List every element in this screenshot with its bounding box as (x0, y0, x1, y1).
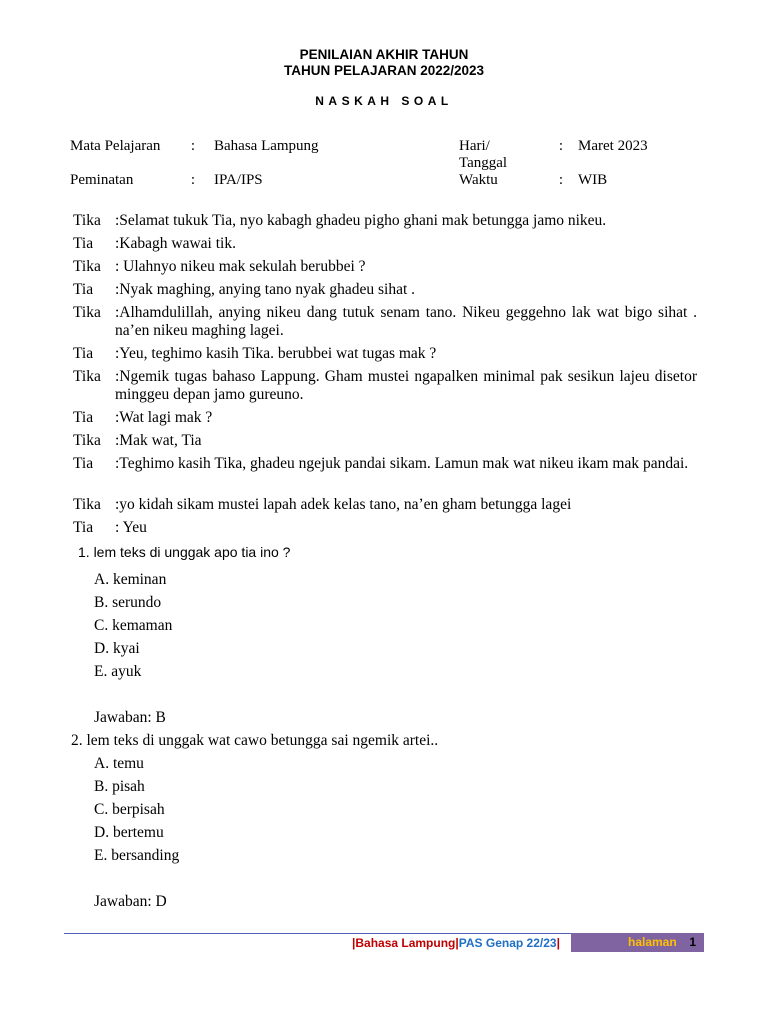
dialog-text: :Nyak maghing, anying tano nyak ghadeu sihat . (115, 281, 416, 298)
dialog-text: :Kabagh wawai tik. (115, 235, 236, 252)
dialog-text: : Ulahnyo nikeu mak sekulah berubbei ? (115, 258, 366, 275)
dialog-line (73, 455, 697, 491)
footer-divider: | (455, 935, 459, 950)
hari-label: Hari/ (459, 138, 490, 154)
dialog-speaker: Tika (73, 304, 101, 321)
dialog-speaker: Tika (73, 368, 101, 385)
question-2-option: E. bersanding (94, 847, 180, 864)
question-2-option: A. temu (94, 755, 144, 772)
footer-subject: Bahasa Lampung (355, 935, 456, 950)
footer-exam: PAS Genap 22/23 (458, 935, 557, 950)
waktu-label: Waktu (459, 172, 498, 188)
dialog-text: :yo kidah sikam mustei lapah adek kelas tano, na’en gham betungga lagei (115, 496, 572, 513)
question-2-option: D. bertemu (94, 824, 164, 841)
dialog-speaker: Tika (73, 432, 101, 449)
question-1-prompt: 1. lem teks di unggak apo tia ino ? (78, 544, 291, 560)
dialog-text: :Selamat tukuk Tia, nyo kabagh ghadeu pigho ghani mak betungga jamo nikeu. (115, 212, 607, 229)
header-year: TAHUN PELAJARAN 2022/2023 (283, 63, 485, 78)
mapel-colon: : (190, 138, 196, 154)
footer-label (352, 933, 560, 952)
dialog-text: :Yeu, teghimo kasih Tika. berubbei wat tugas mak ? (115, 345, 437, 362)
dialog-speaker: Tia (73, 455, 94, 472)
dialog-text: :Wat lagi mak ? (115, 409, 213, 426)
mapel-value: Bahasa Lampung (214, 138, 319, 154)
footer-divider: | (352, 935, 356, 950)
dialog-speaker: Tia (73, 409, 94, 426)
dialog-speaker: Tika (73, 258, 101, 275)
mapel-label: Mata Pelajaran (70, 138, 161, 154)
tanggal-label: Tanggal (459, 155, 508, 171)
header-title: PENILAIAN AKHIR TAHUN (299, 47, 469, 62)
question-2-prompt: 2. lem teks di unggak wat cawo betungga sai ngemik artei.. (71, 732, 439, 749)
footer-page-box (571, 933, 704, 952)
hari-colon: : (558, 138, 564, 154)
question-1-option: E. ayuk (94, 663, 142, 680)
peminatan-label: Peminatan (70, 172, 134, 188)
question-1-answer: Jawaban: B (94, 709, 166, 726)
waktu-value: WIB (578, 172, 608, 188)
waktu-colon: : (558, 172, 564, 188)
question-1-option: B. serundo (94, 594, 162, 611)
dialog-line (73, 368, 697, 404)
question-2-answer: Jawaban: D (94, 893, 167, 910)
footer-page-label: halaman (628, 935, 677, 949)
question-2-option: C. berpisah (94, 801, 165, 818)
question-1-option: C. kemaman (94, 617, 173, 634)
dialog-speaker: Tika (73, 496, 101, 513)
footer-page-number: 1 (689, 935, 696, 949)
dialog-line (73, 304, 697, 340)
dialog-speaker: Tia (73, 519, 94, 536)
dialog-text: :Alhamdulillah, anying nikeu dang tutuk senam tano. Nikeu geggehno lak wat bigo sihat . na’en nikeu maghing lagei. (115, 304, 697, 339)
peminatan-value: IPA/IPS (214, 172, 263, 188)
footer-divider: | (556, 935, 560, 950)
hari-value: Maret 2023 (578, 138, 648, 154)
dialog-speaker: Tia (73, 345, 94, 362)
question-1-option: D. kyai (94, 640, 140, 657)
dialog-text: :Teghimo kasih Tika, ghadeu ngejuk pandai sikam. Lamun mak wat nikeu ikam mak pandai. (115, 455, 689, 472)
dialog-text: : Yeu (115, 519, 147, 536)
dialog-text: :Mak wat, Tia (115, 432, 202, 449)
question-1-option: A. keminan (94, 571, 167, 588)
dialog-text: :Ngemik tugas bahaso Lappung. Gham mustei ngapalken minimal pak sesikun lajeu disetor minggeu depan jamo gureuno. (115, 368, 697, 403)
peminatan-colon: : (190, 172, 196, 188)
dialog-speaker: Tia (73, 281, 94, 298)
dialog-speaker: Tika (73, 212, 101, 229)
question-2-option: B. pisah (94, 778, 145, 795)
dialog-speaker: Tia (73, 235, 94, 252)
header-naskah-soal: NASKAH SOAL (315, 94, 453, 108)
